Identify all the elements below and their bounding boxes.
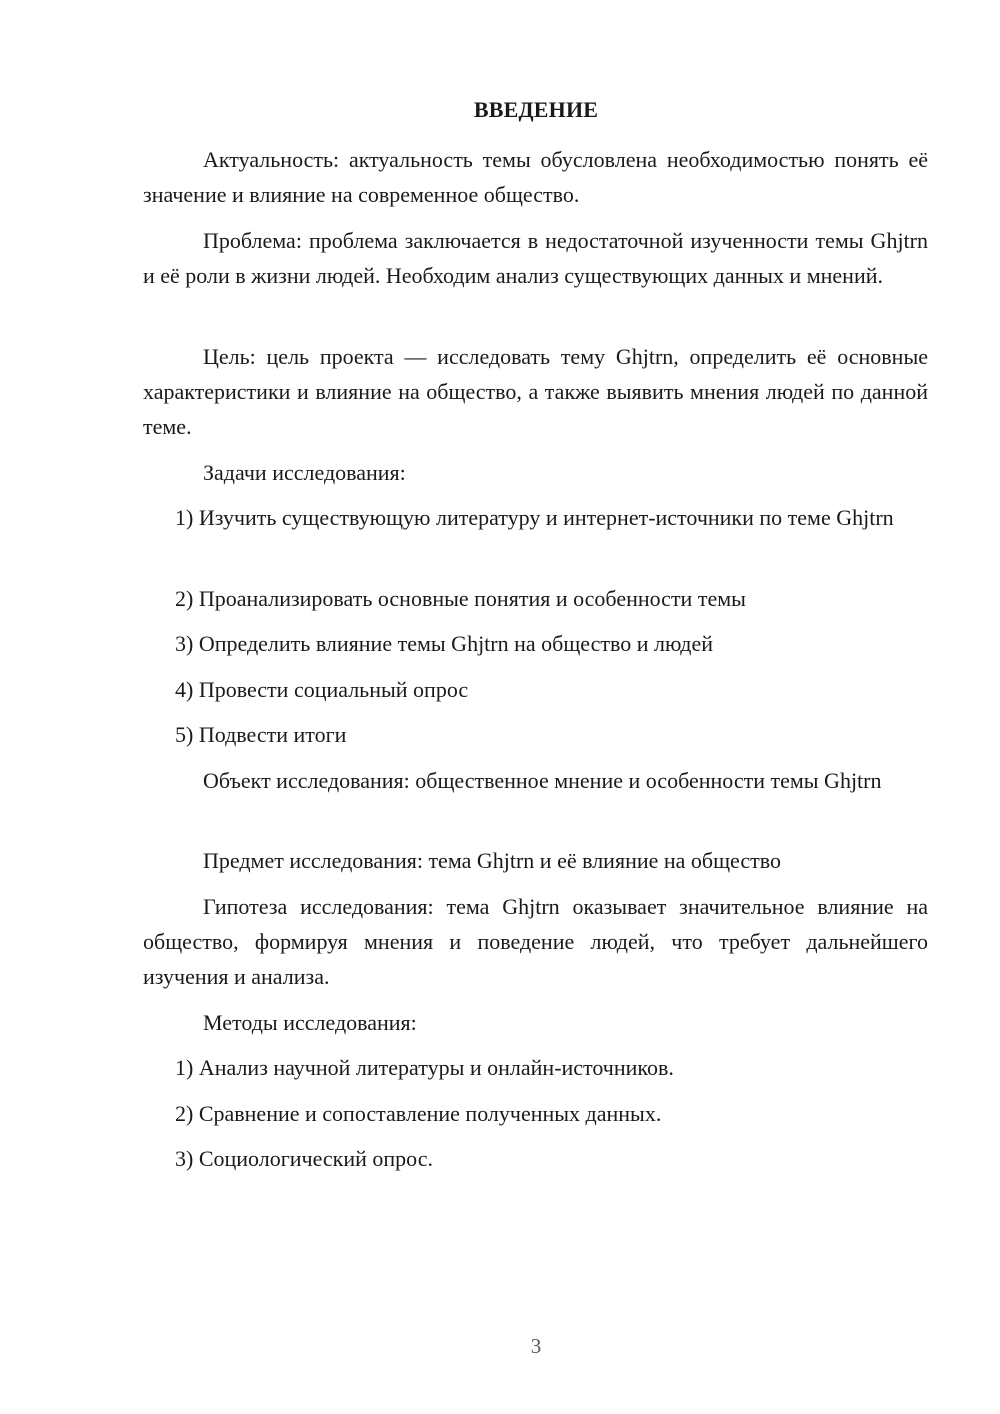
method-item: 2) Сравнение и сопоставление полученных данных. bbox=[175, 1101, 662, 1126]
object-paragraph: Объект исследования: общественное мнение и особенности темы Ghjtrn bbox=[203, 768, 882, 793]
task-item: 4) Провести социальный опрос bbox=[175, 677, 469, 702]
tasks-heading: Задачи исследования: bbox=[203, 460, 406, 485]
method-item: 3) Социологический опрос. bbox=[175, 1146, 433, 1171]
hypothesis-paragraph: Гипотеза исследования: тема Ghjtrn оказывает значительное влияние на общество, формируя мнения и поведение людей, что требует дальнейшего изучения и анализа. bbox=[143, 894, 928, 989]
relevance-paragraph: Актуальность: актуальность темы обусловлена необходимостью понять её значение и влияние на современное общество. bbox=[143, 147, 928, 207]
method-item: 1) Анализ научной литературы и онлайн-источников. bbox=[175, 1055, 674, 1080]
task-item: 5) Подвести итоги bbox=[175, 722, 347, 747]
task-item: 3) Определить влияние темы Ghjtrn на общество и людей bbox=[175, 631, 714, 656]
goal-paragraph: Цель: цель проекта — исследовать тему Ghjtrn, определить её основные характеристики и влияние на общество, а также выявить мнения людей по данной теме. bbox=[143, 344, 928, 439]
subject-paragraph: Предмет исследования: тема Ghjtrn и её влияние на общество bbox=[203, 848, 781, 873]
task-item: 1) Изучить существующую литературу и интернет-источники по теме Ghjtrn bbox=[175, 505, 894, 530]
page-number: 3 bbox=[530, 1334, 542, 1358]
page-title: ВВЕДЕНИЕ bbox=[473, 97, 599, 122]
problem-paragraph: Проблема: проблема заключается в недостаточной изученности темы Ghjtrn и её роли в жизни людей. Необходим анализ существующих данных и мнений. bbox=[143, 228, 928, 288]
methods-heading: Методы исследования: bbox=[203, 1010, 417, 1035]
task-item: 2) Проанализировать основные понятия и особенности темы bbox=[175, 586, 746, 611]
